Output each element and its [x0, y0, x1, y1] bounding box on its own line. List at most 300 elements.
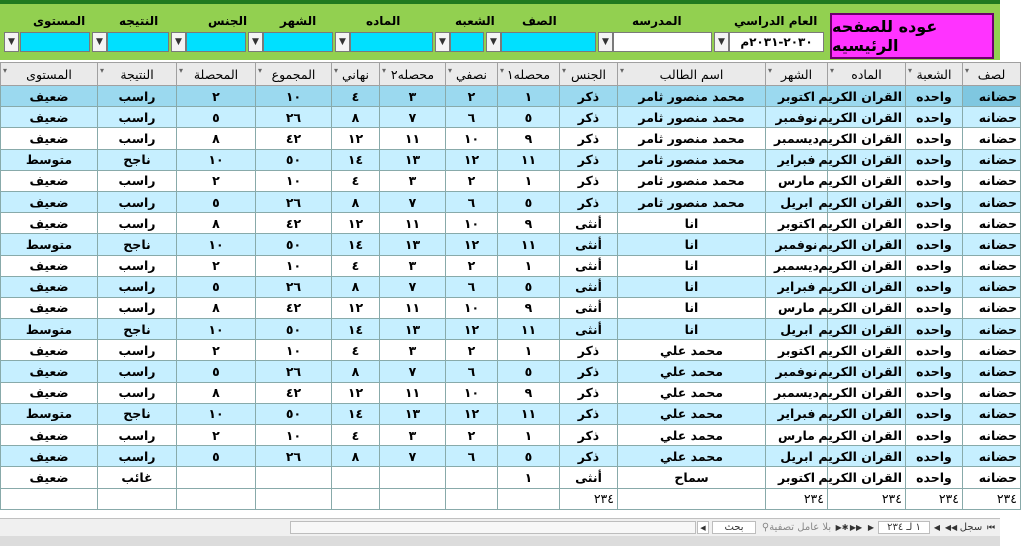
table-row[interactable]: [1, 149, 1021, 170]
table-cell[interactable]: محمد منصور ثامر: [618, 191, 766, 212]
table-cell[interactable]: ٥: [177, 107, 256, 128]
table-cell[interactable]: محمد منصور ثامر: [618, 170, 766, 191]
table-row[interactable]: [1, 107, 1021, 128]
table-cell[interactable]: ١٠: [177, 319, 256, 340]
filter-school-dropdown-icon[interactable]: ▼: [598, 32, 613, 52]
filter-grade-dropdown-icon[interactable]: ▼: [486, 32, 501, 52]
table-cell[interactable]: ضعيف: [1, 446, 98, 467]
table-cell[interactable]: حضانه: [963, 128, 1021, 149]
table-cell[interactable]: ٨: [177, 128, 256, 149]
filter-gender-select[interactable]: [186, 32, 246, 52]
table-cell[interactable]: حضانه: [963, 149, 1021, 170]
table-cell[interactable]: ١٠: [177, 234, 256, 255]
table-cell[interactable]: القران الكريم: [828, 276, 906, 297]
sort-dropdown-icon[interactable]: ▾: [100, 66, 105, 75]
table-cell[interactable]: حضانه: [963, 403, 1021, 424]
table-cell[interactable]: محمد علي: [618, 446, 766, 467]
scroll-right-button[interactable]: ◀: [697, 521, 709, 534]
table-cell[interactable]: ذكر: [560, 170, 618, 191]
table-cell[interactable]: ذكر: [560, 340, 618, 361]
table-cell[interactable]: [177, 467, 256, 488]
sort-dropdown-icon[interactable]: ▾: [448, 66, 453, 75]
table-cell[interactable]: ١: [498, 467, 560, 488]
table-cell[interactable]: ١٢: [446, 149, 498, 170]
table-cell[interactable]: غائب: [98, 467, 177, 488]
table-cell[interactable]: ٥: [498, 276, 560, 297]
table-cell[interactable]: واحده: [906, 340, 963, 361]
table-cell[interactable]: ١١: [380, 297, 446, 318]
sort-dropdown-icon[interactable]: ▾: [908, 66, 913, 75]
table-cell[interactable]: ١٢: [332, 213, 380, 234]
table-cell[interactable]: ٣: [380, 425, 446, 446]
table-cell[interactable]: ٨: [177, 213, 256, 234]
new-record-button[interactable]: ▶✱: [835, 523, 849, 532]
table-cell[interactable]: القران الكريم: [828, 297, 906, 318]
column-header-7[interactable]: [446, 63, 498, 86]
filter-status[interactable]: [758, 521, 832, 534]
table-cell[interactable]: ٣: [380, 86, 446, 107]
table-row[interactable]: [1, 403, 1021, 424]
table-cell[interactable]: القران الكريم: [828, 340, 906, 361]
table-cell[interactable]: حضانه: [963, 276, 1021, 297]
column-header-2[interactable]: [828, 63, 906, 86]
table-cell[interactable]: ٤٢: [256, 382, 332, 403]
table-cell[interactable]: واحده: [906, 446, 963, 467]
table-cell[interactable]: القران الكريم: [828, 234, 906, 255]
filter-month-dropdown-icon[interactable]: ▼: [248, 32, 263, 52]
table-cell[interactable]: ذكر: [560, 86, 618, 107]
table-cell[interactable]: انا: [618, 276, 766, 297]
table-cell[interactable]: ذكر: [560, 403, 618, 424]
table-cell[interactable]: ١٤: [332, 149, 380, 170]
column-header-1[interactable]: [906, 63, 963, 86]
table-cell[interactable]: راسب: [98, 128, 177, 149]
table-cell[interactable]: ٥: [177, 191, 256, 212]
table-cell[interactable]: ١١: [380, 213, 446, 234]
prev-record-button[interactable]: ◀: [933, 523, 941, 532]
sort-dropdown-icon[interactable]: ▾: [382, 66, 387, 75]
table-cell[interactable]: ٨: [332, 276, 380, 297]
table-cell[interactable]: ٥٠: [256, 234, 332, 255]
table-cell[interactable]: راسب: [98, 361, 177, 382]
table-cell[interactable]: ١: [498, 170, 560, 191]
filter-gender-dropdown-icon[interactable]: ▼: [171, 32, 186, 52]
table-cell[interactable]: ٨: [332, 446, 380, 467]
table-cell[interactable]: اكتوبر: [766, 213, 828, 234]
table-row[interactable]: [1, 297, 1021, 318]
table-cell[interactable]: ١٣: [380, 234, 446, 255]
table-cell[interactable]: فبراير: [766, 276, 828, 297]
column-header-8[interactable]: [380, 63, 446, 86]
table-cell[interactable]: محمد علي: [618, 403, 766, 424]
table-cell[interactable]: راسب: [98, 213, 177, 234]
filter-year-select[interactable]: ٢٠٣٠-٢٠٣١م: [729, 32, 824, 52]
table-cell[interactable]: أنثى: [560, 213, 618, 234]
table-cell[interactable]: ٧: [380, 107, 446, 128]
table-cell[interactable]: ناجح: [98, 319, 177, 340]
table-cell[interactable]: واحده: [906, 361, 963, 382]
table-cell[interactable]: محمد منصور ثامر: [618, 149, 766, 170]
table-cell[interactable]: ١٠: [446, 382, 498, 403]
table-cell[interactable]: راسب: [98, 446, 177, 467]
table-cell[interactable]: ضعيف: [1, 361, 98, 382]
table-cell[interactable]: ١٤: [332, 403, 380, 424]
table-cell[interactable]: ٤: [332, 340, 380, 361]
table-cell[interactable]: ٥: [498, 446, 560, 467]
table-cell[interactable]: متوسط: [1, 403, 98, 424]
table-cell[interactable]: ١٠: [256, 86, 332, 107]
table-cell[interactable]: ناجح: [98, 149, 177, 170]
table-cell[interactable]: ١٠: [256, 340, 332, 361]
table-cell[interactable]: ٥: [498, 107, 560, 128]
table-cell[interactable]: راسب: [98, 191, 177, 212]
table-cell[interactable]: نوفمبر: [766, 107, 828, 128]
filter-school-select[interactable]: [613, 32, 712, 52]
table-cell[interactable]: اكتوبر: [766, 86, 828, 107]
table-cell[interactable]: ذكر: [560, 191, 618, 212]
table-cell[interactable]: ١: [498, 340, 560, 361]
table-cell[interactable]: ٣: [380, 170, 446, 191]
table-row[interactable]: [1, 340, 1021, 361]
table-cell[interactable]: ٣: [380, 255, 446, 276]
sort-dropdown-icon[interactable]: ▾: [562, 66, 567, 75]
table-cell[interactable]: ٨: [332, 191, 380, 212]
table-cell[interactable]: ضعيف: [1, 170, 98, 191]
table-cell[interactable]: ١١: [498, 234, 560, 255]
table-cell[interactable]: ٦: [446, 276, 498, 297]
table-cell[interactable]: ١٣: [380, 319, 446, 340]
table-row[interactable]: [1, 234, 1021, 255]
table-cell[interactable]: ابريل: [766, 446, 828, 467]
sort-dropdown-icon[interactable]: ▾: [768, 66, 773, 75]
table-cell[interactable]: ابريل: [766, 319, 828, 340]
table-cell[interactable]: متوسط: [1, 319, 98, 340]
table-cell[interactable]: ذكر: [560, 107, 618, 128]
filter-grade-select[interactable]: [501, 32, 596, 52]
column-header-5[interactable]: [560, 63, 618, 86]
table-cell[interactable]: ذكر: [560, 446, 618, 467]
table-cell[interactable]: نوفمبر: [766, 361, 828, 382]
table-cell[interactable]: ١٤: [332, 319, 380, 340]
table-cell[interactable]: ١٢: [446, 234, 498, 255]
table-cell[interactable]: ٩: [498, 128, 560, 149]
table-cell[interactable]: نوفمبر: [766, 234, 828, 255]
table-cell[interactable]: ٢٦: [256, 191, 332, 212]
table-cell[interactable]: متوسط: [1, 149, 98, 170]
table-cell[interactable]: حضانه: [963, 340, 1021, 361]
table-cell[interactable]: ذكر: [560, 382, 618, 403]
table-cell[interactable]: ضعيف: [1, 340, 98, 361]
table-cell[interactable]: حضانه: [963, 319, 1021, 340]
table-cell[interactable]: حضانه: [963, 170, 1021, 191]
table-cell[interactable]: انا: [618, 213, 766, 234]
table-cell[interactable]: ٢: [177, 255, 256, 276]
table-cell[interactable]: ١٠: [446, 213, 498, 234]
table-cell[interactable]: واحده: [906, 382, 963, 403]
table-cell[interactable]: ١٠: [446, 297, 498, 318]
table-cell[interactable]: ضعيف: [1, 128, 98, 149]
table-cell[interactable]: [446, 467, 498, 488]
table-cell[interactable]: راسب: [98, 170, 177, 191]
table-cell[interactable]: ٤: [332, 86, 380, 107]
search-input[interactable]: بحث: [712, 521, 756, 534]
table-cell[interactable]: حضانه: [963, 297, 1021, 318]
table-cell[interactable]: اكتوبر: [766, 340, 828, 361]
table-cell[interactable]: ٢٦: [256, 446, 332, 467]
table-cell[interactable]: ابريل: [766, 191, 828, 212]
table-cell[interactable]: حضانه: [963, 446, 1021, 467]
table-cell[interactable]: ٩: [498, 213, 560, 234]
home-button[interactable]: عوده للصفحه الرئيسيه: [830, 13, 994, 59]
first-record-button[interactable]: ◀◀: [944, 523, 958, 532]
table-row[interactable]: [1, 276, 1021, 297]
table-row[interactable]: [1, 191, 1021, 212]
table-cell[interactable]: ٢: [446, 170, 498, 191]
table-cell[interactable]: متوسط: [1, 234, 98, 255]
table-cell[interactable]: واحده: [906, 319, 963, 340]
sort-dropdown-icon[interactable]: ▾: [334, 66, 339, 75]
table-cell[interactable]: ٢٦: [256, 107, 332, 128]
table-cell[interactable]: انا: [618, 297, 766, 318]
table-row[interactable]: [1, 361, 1021, 382]
table-cell[interactable]: ضعيف: [1, 107, 98, 128]
table-cell[interactable]: ٥٠: [256, 319, 332, 340]
table-cell[interactable]: ٣: [380, 340, 446, 361]
filter-month-select[interactable]: [263, 32, 333, 52]
table-cell[interactable]: مارس: [766, 297, 828, 318]
table-cell[interactable]: واحده: [906, 149, 963, 170]
filter-section-select[interactable]: [450, 32, 484, 52]
table-cell[interactable]: القران الكريم: [828, 446, 906, 467]
table-cell[interactable]: واحده: [906, 403, 963, 424]
table-cell[interactable]: ٢: [177, 425, 256, 446]
table-cell[interactable]: حضانه: [963, 234, 1021, 255]
column-header-13[interactable]: [1, 63, 98, 86]
sort-dropdown-icon[interactable]: ▾: [830, 66, 835, 75]
table-cell[interactable]: ٨: [177, 297, 256, 318]
table-cell[interactable]: ذكر: [560, 149, 618, 170]
table-row[interactable]: [1, 170, 1021, 191]
table-cell[interactable]: حضانه: [963, 425, 1021, 446]
table-cell[interactable]: ناجح: [98, 234, 177, 255]
next-record-button[interactable]: ▶: [867, 523, 875, 532]
table-row[interactable]: [1, 319, 1021, 340]
table-row[interactable]: [1, 446, 1021, 467]
table-cell[interactable]: حضانه: [963, 382, 1021, 403]
table-cell[interactable]: ١: [498, 255, 560, 276]
column-header-6[interactable]: [498, 63, 560, 86]
table-cell[interactable]: ٦: [446, 361, 498, 382]
table-cell[interactable]: ذكر: [560, 128, 618, 149]
table-cell[interactable]: ضعيف: [1, 86, 98, 107]
table-cell[interactable]: محمد منصور ثامر: [618, 86, 766, 107]
table-cell[interactable]: راسب: [98, 297, 177, 318]
table-cell[interactable]: القران الكريم: [828, 107, 906, 128]
last-record-button[interactable]: ▶▶: [849, 523, 863, 532]
table-cell[interactable]: ٧: [380, 361, 446, 382]
table-cell[interactable]: ٢: [446, 340, 498, 361]
table-cell[interactable]: ١٢: [446, 403, 498, 424]
sort-dropdown-icon[interactable]: ▾: [500, 66, 505, 75]
table-cell[interactable]: حضانه: [963, 213, 1021, 234]
table-cell[interactable]: ١٠: [177, 149, 256, 170]
table-cell[interactable]: ديسمبر: [766, 382, 828, 403]
table-cell[interactable]: ٦: [446, 107, 498, 128]
table-cell[interactable]: راسب: [98, 276, 177, 297]
filter-level-select[interactable]: [20, 32, 90, 52]
table-cell[interactable]: ٥: [177, 361, 256, 382]
table-row[interactable]: [1, 128, 1021, 149]
table-cell[interactable]: ضعيف: [1, 297, 98, 318]
filter-year-dropdown-icon[interactable]: ▼: [714, 32, 729, 52]
table-cell[interactable]: سماح: [618, 467, 766, 488]
table-cell[interactable]: فبراير: [766, 403, 828, 424]
table-cell[interactable]: محمد منصور ثامر: [618, 107, 766, 128]
table-cell[interactable]: واحده: [906, 107, 963, 128]
table-cell[interactable]: القران الكريم: [828, 319, 906, 340]
table-cell[interactable]: ٧: [380, 276, 446, 297]
table-cell[interactable]: القران الكريم: [828, 361, 906, 382]
table-cell[interactable]: ٤٢: [256, 128, 332, 149]
table-cell[interactable]: القران الكريم: [828, 128, 906, 149]
table-cell[interactable]: واحده: [906, 234, 963, 255]
table-cell[interactable]: ١٢: [332, 297, 380, 318]
table-cell[interactable]: [380, 467, 446, 488]
table-cell[interactable]: ٥: [177, 446, 256, 467]
table-cell[interactable]: القران الكريم: [828, 213, 906, 234]
table-cell[interactable]: ٢: [446, 86, 498, 107]
table-cell[interactable]: ٦: [446, 191, 498, 212]
table-cell[interactable]: ضعيف: [1, 255, 98, 276]
table-cell[interactable]: أنثى: [560, 297, 618, 318]
table-cell[interactable]: راسب: [98, 340, 177, 361]
table-cell[interactable]: القران الكريم: [828, 467, 906, 488]
table-cell[interactable]: واحده: [906, 425, 963, 446]
table-cell[interactable]: راسب: [98, 86, 177, 107]
table-cell[interactable]: حضانه: [963, 107, 1021, 128]
table-cell[interactable]: فبراير: [766, 149, 828, 170]
table-cell[interactable]: راسب: [98, 425, 177, 446]
table-cell[interactable]: محمد منصور ثامر: [618, 128, 766, 149]
first-record-icon[interactable]: ⏮: [986, 522, 996, 533]
table-cell[interactable]: ديسمبر: [766, 128, 828, 149]
table-cell[interactable]: ناجح: [98, 403, 177, 424]
table-cell[interactable]: مارس: [766, 425, 828, 446]
table-cell[interactable]: ١١: [498, 149, 560, 170]
table-row[interactable]: [1, 425, 1021, 446]
table-cell[interactable]: حضانه: [963, 255, 1021, 276]
table-cell[interactable]: القران الكريم: [828, 382, 906, 403]
table-cell[interactable]: القران الكريم: [828, 191, 906, 212]
table-cell[interactable]: أنثى: [560, 255, 618, 276]
table-cell[interactable]: القران الكريم: [828, 255, 906, 276]
table-cell[interactable]: ٢٦: [256, 361, 332, 382]
table-cell[interactable]: حضانه: [963, 467, 1021, 488]
table-row[interactable]: [1, 467, 1021, 488]
table-cell[interactable]: أنثى: [560, 467, 618, 488]
table-cell[interactable]: ضعيف: [1, 213, 98, 234]
table-cell[interactable]: حضانه: [963, 361, 1021, 382]
table-cell[interactable]: ديسمبر: [766, 255, 828, 276]
column-header-12[interactable]: [98, 63, 177, 86]
table-cell[interactable]: واحده: [906, 467, 963, 488]
table-cell[interactable]: واحده: [906, 213, 963, 234]
table-cell[interactable]: ١٢: [332, 128, 380, 149]
table-cell[interactable]: حضانه: [963, 86, 1021, 107]
table-cell[interactable]: ٩: [498, 382, 560, 403]
table-cell[interactable]: ذكر: [560, 361, 618, 382]
table-cell[interactable]: ١٠: [256, 170, 332, 191]
table-cell[interactable]: محمد علي: [618, 340, 766, 361]
table-cell[interactable]: اكتوبر: [766, 467, 828, 488]
table-cell[interactable]: ١: [498, 425, 560, 446]
table-row[interactable]: [1, 382, 1021, 403]
filter-section-dropdown-icon[interactable]: ▼: [435, 32, 450, 52]
table-cell[interactable]: ١٣: [380, 403, 446, 424]
table-cell[interactable]: ٨: [177, 382, 256, 403]
table-cell[interactable]: [332, 467, 380, 488]
table-cell[interactable]: أنثى: [560, 234, 618, 255]
table-cell[interactable]: واحده: [906, 276, 963, 297]
sort-dropdown-icon[interactable]: ▾: [965, 66, 970, 75]
table-cell[interactable]: ٥٠: [256, 149, 332, 170]
table-cell[interactable]: ٤: [332, 255, 380, 276]
table-row[interactable]: [1, 255, 1021, 276]
table-cell[interactable]: ضعيف: [1, 191, 98, 212]
table-cell[interactable]: انا: [618, 319, 766, 340]
table-cell[interactable]: ضعيف: [1, 382, 98, 403]
sort-dropdown-icon[interactable]: ▾: [179, 66, 184, 75]
table-cell[interactable]: القران الكريم: [828, 149, 906, 170]
column-header-4[interactable]: [618, 63, 766, 86]
table-cell[interactable]: ضعيف: [1, 467, 98, 488]
sort-dropdown-icon[interactable]: ▾: [3, 66, 8, 75]
table-cell[interactable]: القران الكريم: [828, 403, 906, 424]
table-cell[interactable]: ٢: [177, 340, 256, 361]
table-cell[interactable]: راسب: [98, 382, 177, 403]
table-cell[interactable]: ١٠: [256, 255, 332, 276]
table-cell[interactable]: ٤: [332, 425, 380, 446]
table-cell[interactable]: ١٢: [332, 382, 380, 403]
table-cell[interactable]: أنثى: [560, 276, 618, 297]
table-cell[interactable]: مارس: [766, 170, 828, 191]
table-cell[interactable]: ١٠: [446, 128, 498, 149]
table-cell[interactable]: واحده: [906, 170, 963, 191]
table-cell[interactable]: ٢: [446, 425, 498, 446]
table-cell[interactable]: واحده: [906, 297, 963, 318]
table-cell[interactable]: ١١: [380, 128, 446, 149]
table-cell[interactable]: ٥٠: [256, 403, 332, 424]
table-cell[interactable]: ٩: [498, 297, 560, 318]
table-cell[interactable]: ١٤: [332, 234, 380, 255]
table-cell[interactable]: ١٠: [177, 403, 256, 424]
filter-subject-dropdown-icon[interactable]: ▼: [335, 32, 350, 52]
filter-result-dropdown-icon[interactable]: ▼: [92, 32, 107, 52]
table-cell[interactable]: ٥: [498, 191, 560, 212]
table-cell[interactable]: ضعيف: [1, 425, 98, 446]
table-cell[interactable]: ١٣: [380, 149, 446, 170]
table-cell[interactable]: واحده: [906, 191, 963, 212]
table-cell[interactable]: ذكر: [560, 425, 618, 446]
table-cell[interactable]: القران الكريم: [828, 86, 906, 107]
table-cell[interactable]: ١١: [498, 319, 560, 340]
table-row[interactable]: [1, 213, 1021, 234]
table-cell[interactable]: واحده: [906, 86, 963, 107]
table-cell[interactable]: انا: [618, 234, 766, 255]
column-header-11[interactable]: [177, 63, 256, 86]
table-cell[interactable]: حضانه: [963, 191, 1021, 212]
table-cell[interactable]: ١١: [498, 403, 560, 424]
